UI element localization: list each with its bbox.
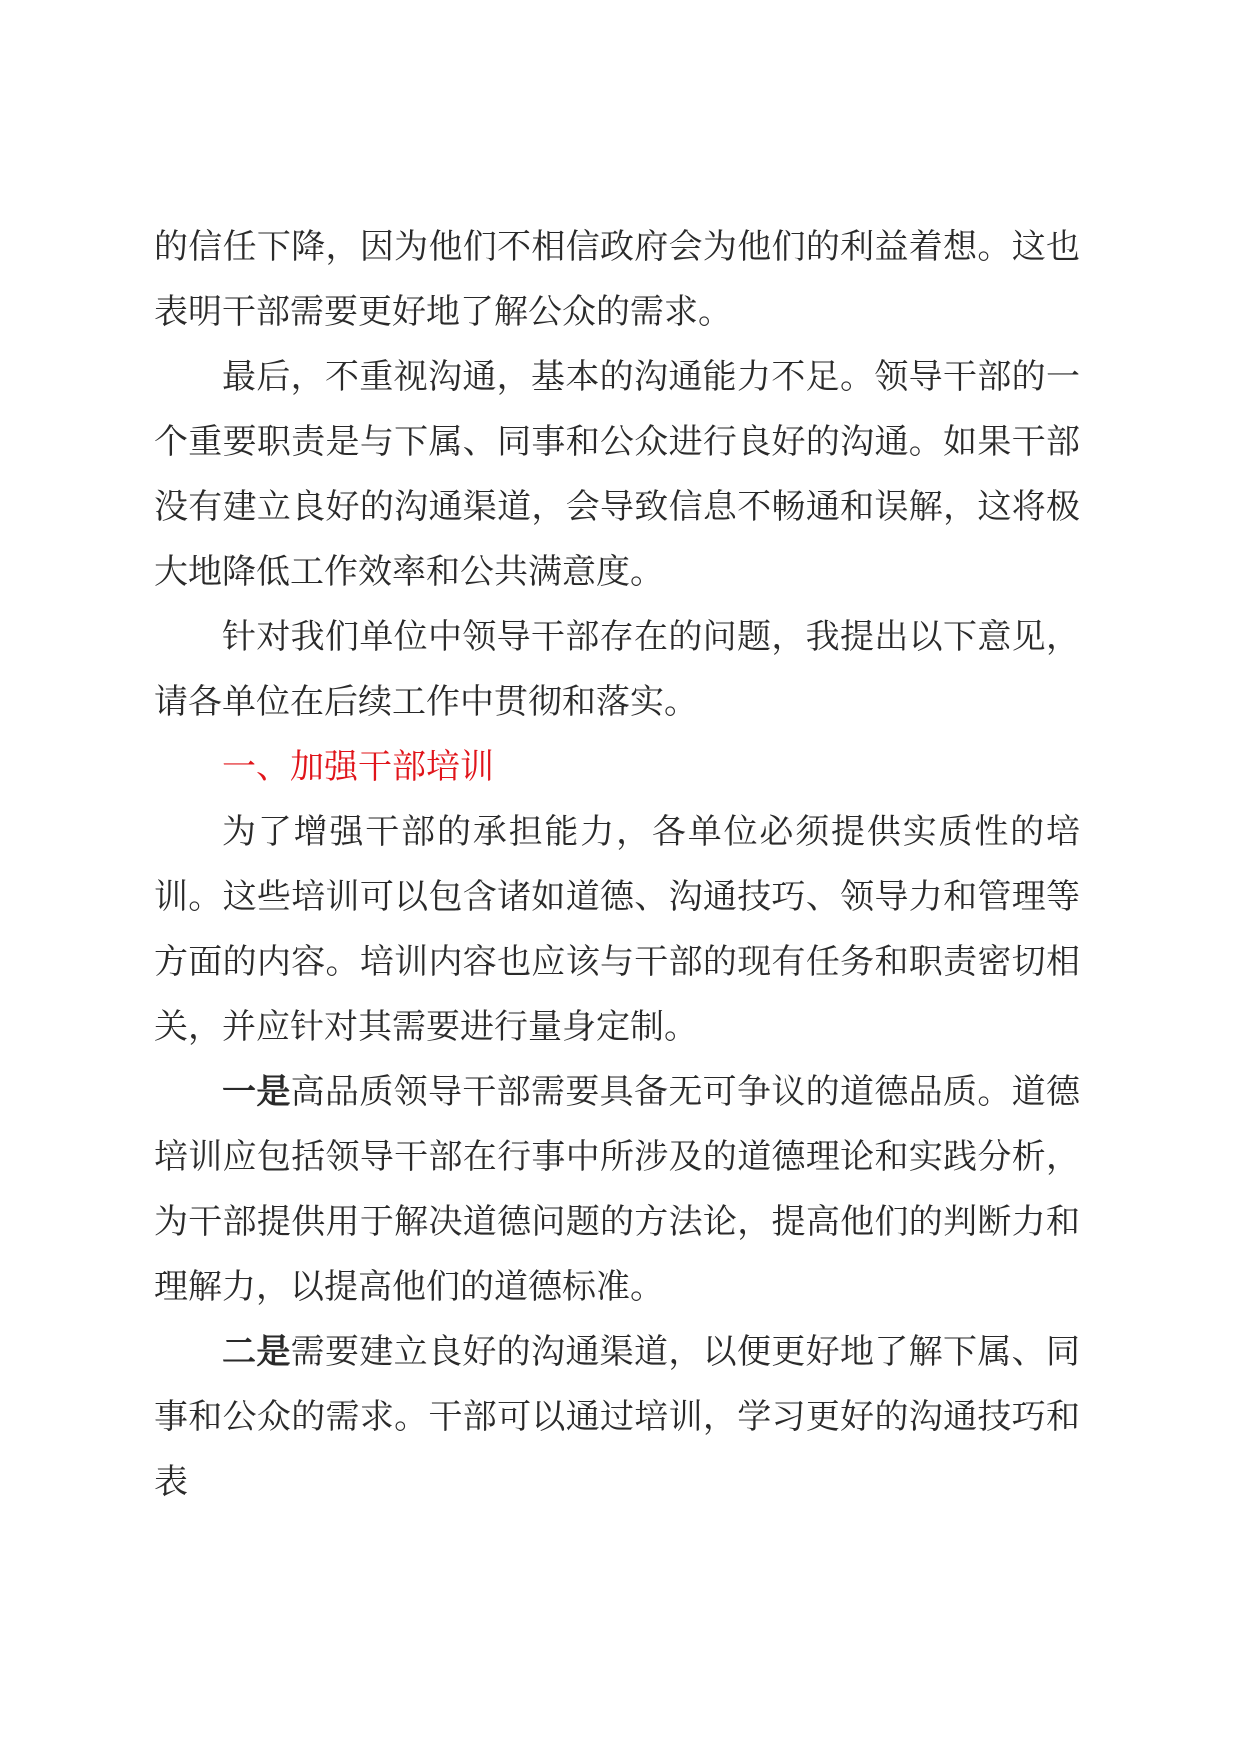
- point-lead-label: 一是: [222, 1072, 291, 1112]
- section-heading-text: 一、加强干部培训: [222, 747, 494, 787]
- paragraph-text: 为了增强干部的承担能力，各单位必须提供实质性的培训。这些培训可以包含诸如道德、沟通技巧、领导力和管理等方面的内容。培训内容也应该与干部的现有任务和职责密切相关，并应针对其需要进行量身定制。: [154, 812, 1080, 1047]
- paragraph-communication-issue: [154, 345, 1080, 605]
- paragraph-proposal-intro: [154, 605, 1080, 735]
- paragraph-text: 高品质领导干部需要具备无可争议的道德品质。道德培训应包括领导干部在行事中所涉及的道德理论和实践分析，为干部提供用于解决道德问题的方法论，提高他们的判断力和理解力，以提高他们的道德标准。: [154, 1072, 1081, 1307]
- paragraph-text: 需要建立良好的沟通渠道，以便更好地了解下属、同事和公众的需求。干部可以通过培训，学习更好的沟通技巧和表: [154, 1332, 1081, 1502]
- section-heading-training: [154, 735, 1080, 800]
- paragraph-point-one: [154, 1060, 1080, 1320]
- paragraph-text: 针对我们单位中领导干部存在的问题，我提出以下意见，请各单位在后续工作中贯彻和落实。: [154, 617, 1080, 722]
- paragraph-continuation: [154, 215, 1080, 345]
- paragraph-text: 最后，不重视沟通，基本的沟通能力不足。领导干部的一个重要职责是与下属、同事和公众进行良好的沟通。如果干部没有建立良好的沟通渠道，会导致信息不畅通和误解，这将极大地降低工作效率和公共满意度。: [154, 357, 1080, 592]
- paragraph-text: 的信任下降，因为他们不相信政府会为他们的利益着想。这也表明干部需要更好地了解公众的需求。: [154, 227, 1080, 332]
- paragraph-training-overview: [154, 800, 1080, 1060]
- document-body: [154, 215, 1080, 1515]
- point-lead-label: 二是: [222, 1332, 291, 1372]
- paragraph-point-two: [154, 1320, 1080, 1515]
